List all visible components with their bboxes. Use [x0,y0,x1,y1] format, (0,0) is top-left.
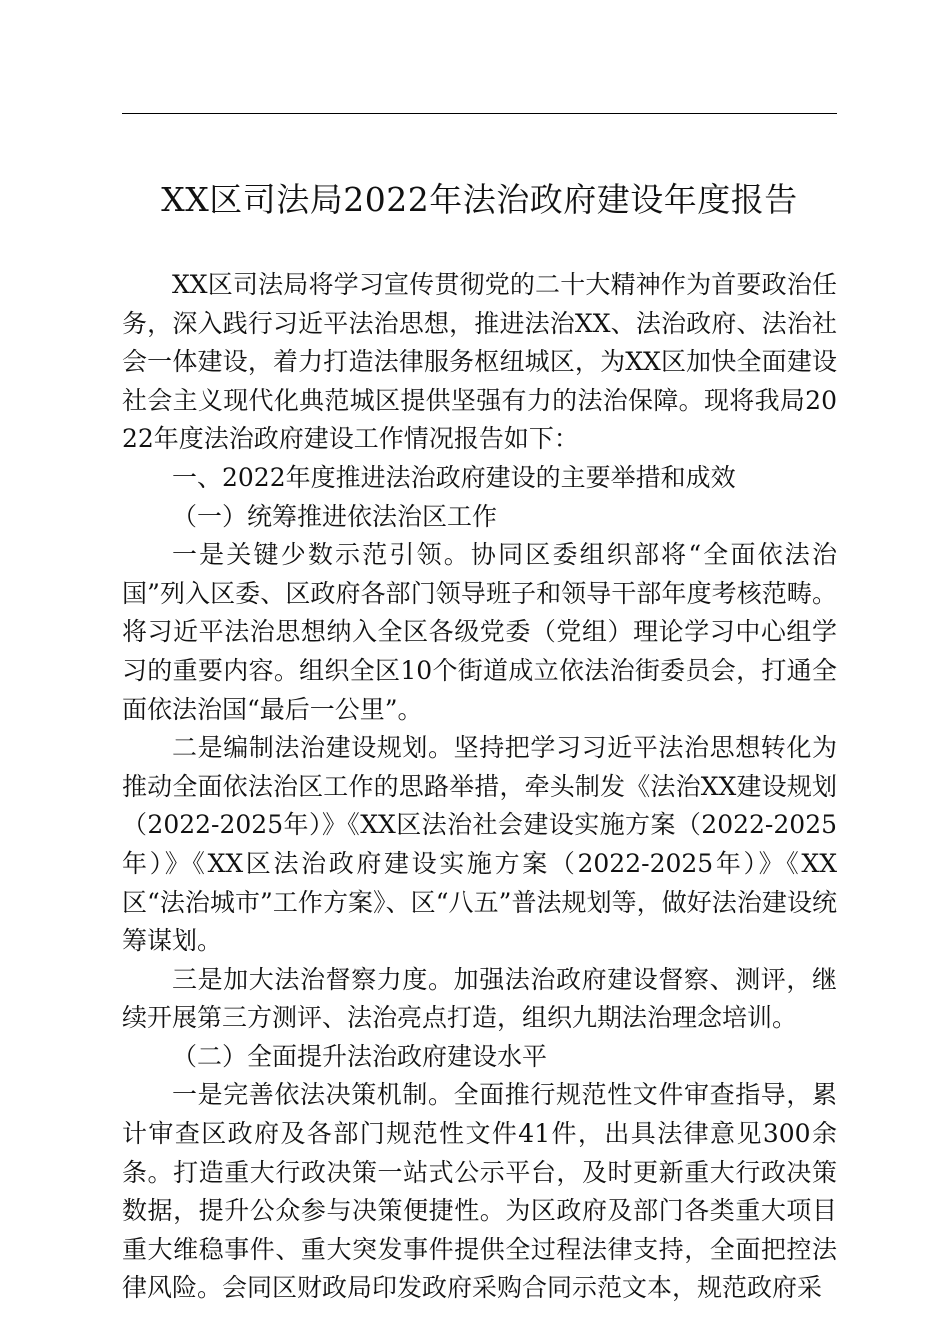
body-paragraph: 一是关键少数示范引领。协同区委组织部将“全面依法治国”列入区委、区政府各部门领导班子和领导干部年度考核范畴。将习近平法治思想纳入全区各级党委（党组）理论学习中心组学习的重要内容。组织全区10个街道成立依法治街委员会，打通全面依法治国“最后一公里”。 [122,540,837,724]
document-body [122,266,837,1308]
body-paragraph: 二是编制法治建设规划。坚持把学习习近平法治思想转化为推动全面依法治区工作的思路举措，牵头制发《法治XX建设规划（2022-2025年）》《XX区法治社会建设实施方案（2022-2025年）》《XX区法治政府建设实施方案（2022-2025年）》《XX区“法治城市”工作方案》、区“八五”普法规划等，做好法治建设统筹谋划。 [122,733,837,956]
section-heading-1: 一、2022年度推进法治政府建设的主要举措和成效 [172,462,736,492]
subsection-heading-1: （一）统筹推进依法治区工作 [172,501,498,531]
body-paragraph: 一是完善依法决策机制。全面推行规范性文件审查指导，累计审查区政府及各部门规范性文件41件，出具法律意见300余条。打造重大行政决策一站式公示平台，及时更新重大行政决策数据，提升公众参与决策便捷性。为区政府及部门各类重大项目重大维稳事件、重大突发事件提供全过程法律支持，全面把控法律风险。会同区财政局印发政府采购合同示范文本，规范政府采 [122,1080,837,1303]
document-title: XX区司法局2022年法治政府建设年度报告 [161,180,798,219]
intro-paragraph: XX区司法局将学习宣传贯彻党的二十大精神作为首要政治任务，深入践行习近平法治思想，推进法治XX、法治政府、法治社会一体建设，着力打造法律服务枢纽城区，为XX区加快全面建设社会主义现代化典范城区提供坚强有力的法治保障。现将我局2022年度法治政府建设工作情况报告如下： [122,270,837,454]
subsection-heading-2: （二）全面提升法治政府建设水平 [172,1041,548,1071]
header-rule [122,113,837,114]
body-paragraph: 三是加大法治督察力度。加强法治政府建设督察、测评，继续开展第三方测评、法治亮点打造，组织九期法治理念培训。 [122,964,837,1033]
